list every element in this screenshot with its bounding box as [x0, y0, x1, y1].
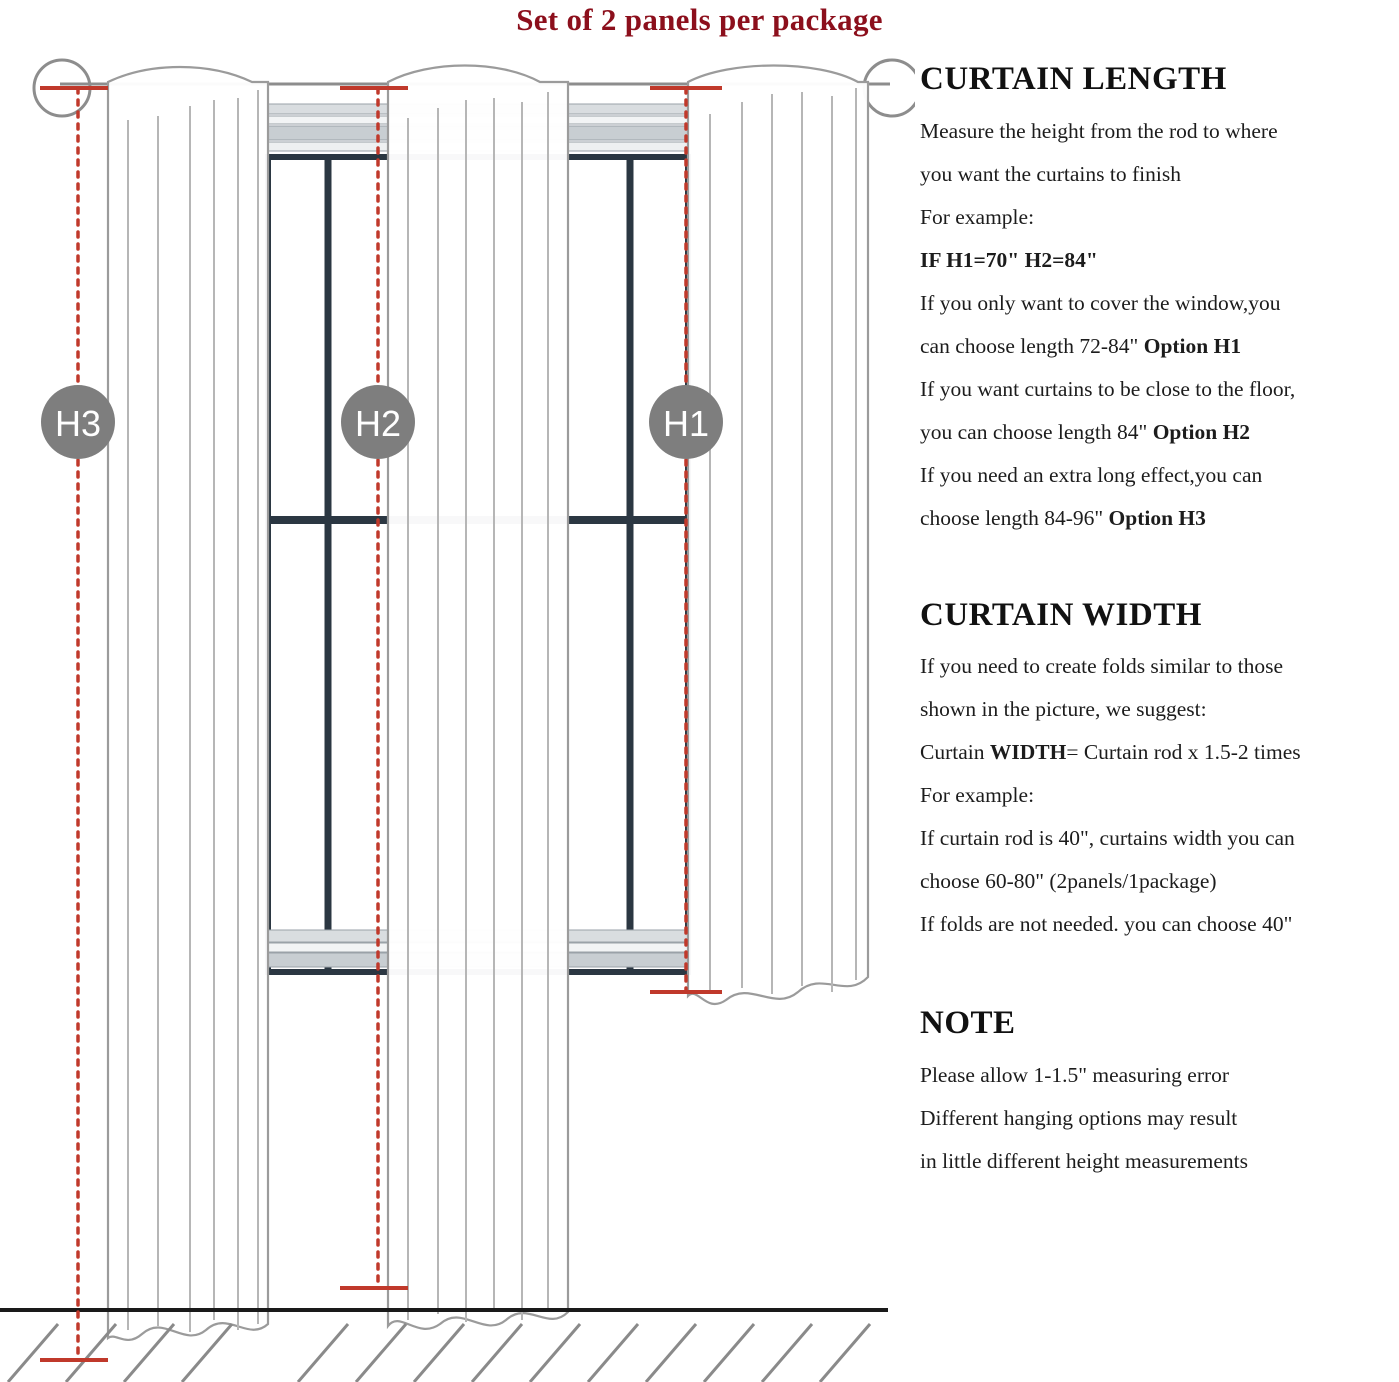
instruction-line: Measure the height from the rod to where: [920, 118, 1278, 143]
svg-text:H2: H2: [354, 403, 402, 444]
curtain-panel-middle: [388, 66, 568, 1329]
instruction-line: Different hanging options may result: [920, 1105, 1238, 1130]
instruction-line: can choose length 72-84" Option H1: [920, 333, 1242, 358]
instruction-line: you want the curtains to finish: [920, 161, 1181, 186]
section-width-lines: [920, 645, 1398, 946]
section-heading-length: CURTAIN LENGTH: [920, 61, 1227, 97]
svg-text:H3: H3: [54, 403, 102, 444]
instruction-line: in little different height measurements: [920, 1148, 1248, 1173]
instruction-line: choose length 84-96" Option H3: [920, 505, 1206, 530]
section-length-lines: [920, 110, 1398, 540]
instruction-line: If curtain rod is 40", curtains width you can: [920, 826, 1295, 851]
section-heading-width: CURTAIN WIDTH: [920, 596, 1202, 633]
section-heading-note: NOTE: [920, 1005, 1016, 1042]
instruction-line: For example:: [920, 204, 1035, 229]
instruction-line: If folds are not needed. you can choose 40": [920, 912, 1293, 937]
instruction-line: IF H1=70" H2=84": [920, 247, 1098, 272]
label-h1-badge: [649, 385, 723, 459]
curtain-diagram: [0, 42, 915, 1382]
measure-h3: [40, 88, 108, 1360]
svg-text:H1: H1: [662, 403, 710, 444]
instruction-line: you can choose length 84" Option H2: [920, 419, 1251, 444]
label-h2-badge: [341, 385, 415, 459]
instruction-line: shown in the picture, we suggest:: [920, 697, 1207, 722]
instruction-line: If you need to create folds similar to those: [920, 654, 1284, 679]
page-title: Set of 2 panels per package: [516, 2, 883, 37]
section-curtain-length: [920, 60, 1398, 540]
curtain-panel-right: [688, 66, 868, 1005]
instruction-line: If you need an extra long effect,you can: [920, 462, 1263, 487]
section-curtain-width: [920, 596, 1398, 947]
label-h3-badge: [41, 385, 115, 459]
instruction-line: If you only want to cover the window,you: [920, 290, 1281, 315]
instruction-line: For example:: [920, 783, 1035, 808]
section-note-lines: [920, 1054, 1398, 1183]
curtain-panel-left: [108, 67, 268, 1340]
instruction-line: If you want curtains to be close to the floor,: [920, 376, 1296, 401]
instruction-line: Curtain WIDTH= Curtain rod x 1.5-2 times: [920, 740, 1301, 765]
section-note: [920, 1004, 1398, 1183]
instructions-column: [920, 60, 1398, 1382]
instruction-line: choose 60-80" (2panels/1package): [920, 869, 1217, 894]
instruction-line: Please allow 1-1.5" measuring error: [920, 1062, 1230, 1087]
